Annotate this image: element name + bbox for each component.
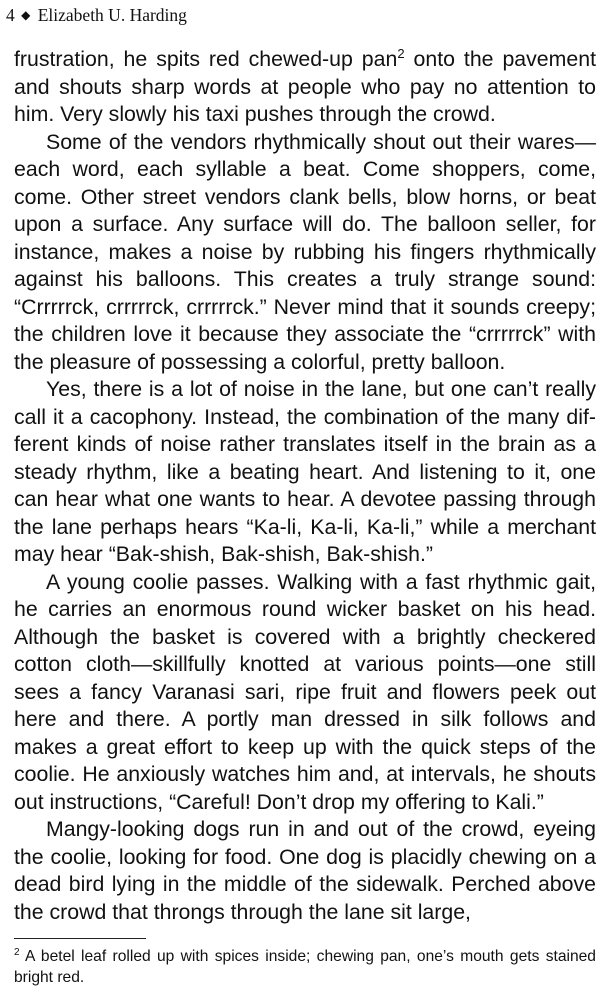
author-name: Elizabeth U. Harding <box>37 5 187 25</box>
footnote-marker: 2 <box>14 947 20 958</box>
page-number: 4 <box>6 5 15 25</box>
diamond-separator-icon: ◆ <box>21 8 31 22</box>
footnote-divider <box>14 938 146 939</box>
paragraph-4: A young coolie passes. Walking with a fast rhythmic gait, he carries an enormous round wicker basket on his head. Although the basket is covered with a brightly checkered cotton cloth—skillfully knotted at various points—one still sees a fancy Varanasi sari, ripe fruit and flowers peek out here and there. A portly man dressed in silk follows and makes a great effort to keep up with the quick steps of the coolie. He anxiously watches him and, at intervals, he shouts out instructions, “Careful! Don’t drop my offering to Kali.” <box>14 569 596 814</box>
paragraph-2: Some of the vendors rhythmically shout out their wares—each word, each syllable a beat. Come shoppers, come, come. Other street vendors clank bells, blow horns, or beat upon a surface. Any surface will do. The balloon seller, for instance, makes a noise by rubbing his fingers rhythmically against his balloons. This creates a truly strange sound: “Crrrrrck, crrrrrck, crrrrrck.” Never mind that it sounds creepy; the children love it because they associate the “crrrrrck” with the pleasure of possessing a colorful, pretty balloon. <box>14 129 596 374</box>
footnote-text: A betel leaf rolled up with spices inside; chewing pan, one’s mouth gets stained bright red. <box>14 948 596 986</box>
running-head <box>6 4 187 26</box>
paragraph-5: Mangy-looking dogs run in and out of the crowd, eyeing the coolie, looking for food. One dog is placidly chewing on a dead bird lying in the middle of the sidewalk. Perched above the crowd that throngs through the lane sit large, <box>14 817 596 924</box>
footnote <box>14 946 596 988</box>
body-text <box>14 46 596 926</box>
paragraph-1-text-start: frustration, he spits red chewed-up pan <box>14 47 398 71</box>
paragraph-3: Yes, there is a lot of noise in the lane, but one can’t really call it a cacophony. Instead, the combination of the many different kinds of noise rather translates itself in the brain as a steady rhythm, like a beating heart. And listening to it, one can hear what one wants to hear. A devotee passing through the lane perhaps hears “Ka-li, Ka-li, Ka-li,” while a merchant may hear “Bak-shish, Bak-shish, Bak-shish.” <box>14 377 596 566</box>
paragraph-1-text-end: onto the pavement and shouts sharp words at people who pay no attention to him. Very slowly his taxi pushes through the crowd. <box>14 47 596 126</box>
paragraph-1 <box>14 46 596 129</box>
footnote-reference: 2 <box>397 46 405 61</box>
